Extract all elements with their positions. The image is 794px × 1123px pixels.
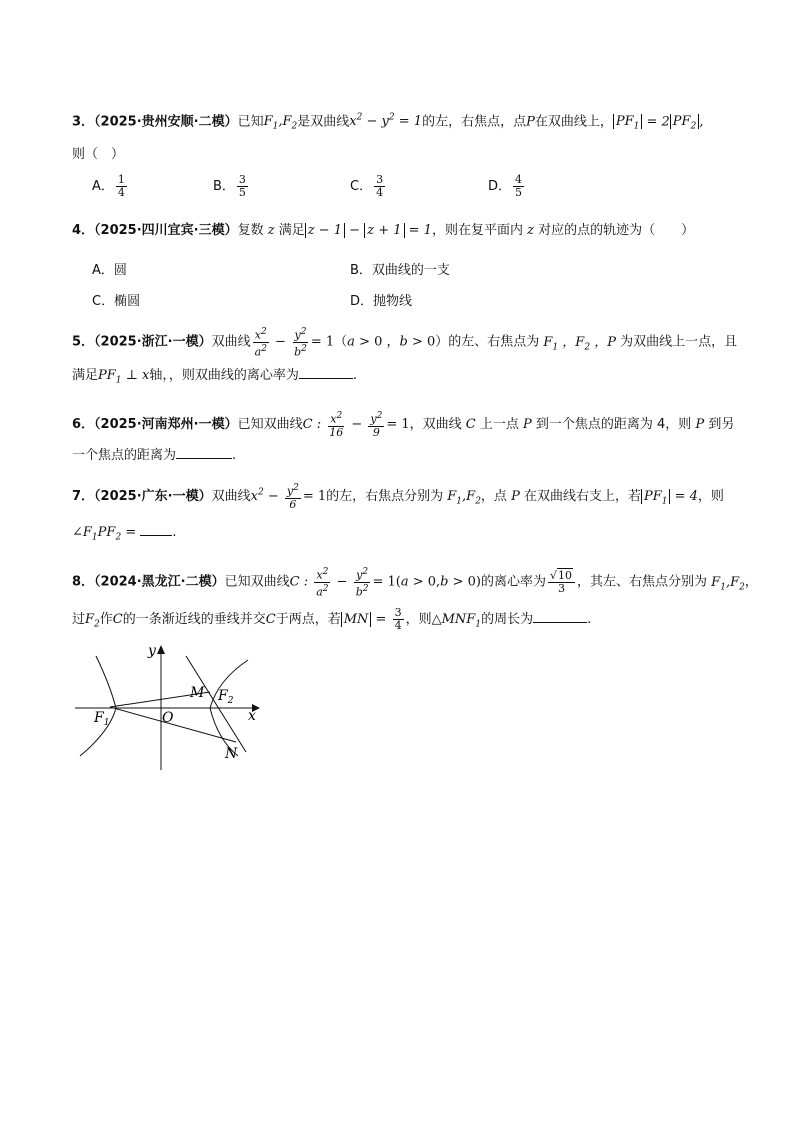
q8-text3: ，其左、右焦点分别为 [577, 574, 708, 590]
q5-line2 [72, 366, 357, 391]
fraction: $\frac{x^2}{a^2}$ [254, 327, 267, 359]
q6-text6: 一个焦点的距离为 [72, 448, 177, 463]
fraction: $\frac{y^2}{6}$ [286, 483, 299, 511]
q5-number: 5． [72, 334, 95, 350]
option-letter: C． [92, 294, 115, 309]
q3-text2: 是双曲线 [297, 114, 350, 130]
q3-option-b[interactable] [213, 174, 250, 199]
q5-text1: 双曲线 [211, 334, 251, 350]
option-letter: C． [350, 179, 373, 194]
fraction: $\frac{x^2}{16}$ [329, 411, 344, 439]
option-letter: A． [92, 179, 114, 194]
q8-text6: 的一条渐近线的垂线并交 [122, 612, 266, 627]
option-letter: D． [488, 179, 512, 194]
q8-text4: 过 [72, 612, 86, 627]
option-letter: B． [350, 263, 372, 278]
q7-text4: 在双曲线右支上，若 [523, 488, 641, 504]
answer-blank[interactable] [176, 446, 232, 459]
q7-text2: 的左，右焦点分别为 [326, 488, 444, 504]
q6-text2: ，双曲线 [409, 416, 462, 432]
q8-line1: 8．（2024·黑龙江·二模）已知双曲线C : $\frac{x^2}{a^2}$ − $\frac{y^2}{b^2}$ = 1(a > 0,b > 0)的离心率为 $\frac{√10}{3}$ ，其左、右焦点分别为 $F_1,F_2$， [72, 567, 758, 599]
q4-line1 [72, 221, 694, 241]
option-letter: B． [213, 179, 235, 194]
q3-foci: $F_1,F_2$ [263, 114, 298, 132]
q4-option-c[interactable] [92, 290, 140, 309]
origin-label: O [162, 710, 174, 726]
q8-text8: ，则 [405, 612, 432, 627]
option-text: 双曲线的一支 [371, 263, 450, 278]
q6-text5: 到另 [708, 416, 735, 432]
q6-line1: 6．（2025·河南郑州·一模）已知双曲线C : $\frac{x^2}{16}$ − $\frac{y^2}{9}$ = 1，双曲线 C 上一点 P 到一个焦点的距离为 4，则 P 到另 [72, 411, 735, 439]
option-letter: A． [92, 263, 114, 278]
q7-number: 7． [72, 488, 95, 504]
q6-text3: 上一点 [479, 416, 519, 432]
q4-condition: z − 1 − z + 1 = 1 [305, 223, 432, 238]
q4-source: （2025·四川宜宾·三模） [94, 223, 238, 238]
q8-text9: 的周长为 [481, 612, 534, 627]
option-letter: D． [350, 294, 374, 309]
q7-line1: 7．（2025·广东·一模）双曲线$x^2$ − $\frac{y^2}{6}$ = 1的左，右焦点分别为 $F_1,F_2$，点 P 在双曲线右支上，若 $PF_1 = 4$，则 [72, 483, 724, 511]
answer-blank[interactable] [140, 523, 172, 536]
q4-text1: 复数 [237, 223, 264, 238]
q5-text3: 为双曲线上一点，且 [620, 334, 738, 350]
m-label: M [190, 685, 205, 701]
q5-end: . [352, 368, 358, 383]
q6-end: . [232, 448, 237, 463]
fraction: $\frac{√10}{3}$ [548, 570, 575, 595]
q5-text4: 满足 [72, 368, 99, 383]
q8-number: 8． [72, 574, 95, 590]
option-text: 抛物线 [373, 294, 413, 309]
fraction: $\frac{3}{5}$ [238, 173, 246, 199]
answer-blank[interactable] [533, 610, 587, 623]
y-label: y [148, 643, 156, 659]
q8-source: （2024·黑龙江·二模） [94, 574, 225, 590]
q4-option-b[interactable] [350, 259, 450, 278]
q4-text4: 对应的点的轨迹为（ ） [538, 223, 695, 238]
q4-option-a[interactable] [92, 259, 127, 278]
q3-text5: 则（ ） [72, 147, 125, 162]
q7-end: . [172, 525, 177, 540]
q6-c: C : [302, 416, 326, 432]
answer-blank[interactable] [299, 366, 353, 379]
q3-text1: 已知 [237, 114, 264, 130]
q7-source: （2025·广东·一模） [94, 488, 212, 504]
q6-source: （2025·河南郑州·一模） [94, 416, 238, 432]
q3-option-c[interactable] [350, 174, 387, 199]
q4-text3: ，则在复平面内 [431, 223, 523, 238]
n-label: N [225, 746, 238, 762]
q5-perp: $PF_1$ ⊥ x [98, 368, 150, 386]
q5-line1: 5．（2025·浙江·一模）双曲线 $\frac{x^2}{a^2}$ − $\frac{y^2}{b^2}$ = 1（a > 0 ，b > 0）的左、右焦点为 $F_1$ ，$F_2$ ，P 为双曲线上一点，且 [72, 327, 738, 359]
q4-var-z: z [263, 223, 279, 238]
fraction: $\frac{4}{5}$ [515, 173, 523, 199]
q8-text7: 于两点，若 [275, 612, 341, 627]
q8-text1: 已知双曲线 [224, 574, 290, 590]
option-text: 椭圆 [114, 294, 141, 309]
line-mn [186, 656, 246, 752]
q3-number: 3． [72, 114, 95, 130]
q5-foci: $F_1$ ，$F_2$ ，P [539, 334, 621, 353]
hyperbola-figure [70, 640, 270, 774]
q3-text4: 在双曲线上， [534, 114, 613, 130]
q3-option-a[interactable] [92, 174, 129, 199]
fraction: $\frac{3}{4}$ [376, 173, 384, 199]
q3-line1 [72, 108, 703, 137]
q7-line2 [72, 523, 177, 548]
q4-text2: 满足 [278, 223, 305, 238]
q6-text1: 已知双曲线 [237, 416, 303, 432]
q7-text3: ，点 [480, 488, 507, 504]
q6-number: 6． [72, 416, 95, 432]
fraction: $\frac{1}{4}$ [117, 173, 125, 199]
q3-point-p: P [526, 114, 535, 130]
fraction: $\frac{y^2}{b^2}$ [355, 567, 369, 599]
hyperbola-left-branch [80, 656, 116, 756]
q6-text4: 到一个焦点的距离为 4，则 [535, 416, 692, 432]
fraction: $\frac{3}{4}$ [394, 606, 402, 632]
q7-text5: ，则 [697, 488, 724, 504]
f1-label: $F_1$ [94, 710, 110, 728]
q8-line2: 过$F_2$作C的一条渐近线的垂线并交C于两点，若 MN = $\frac{3}{4}$ ，则$\triangle MNF_1$的周长为 . [72, 606, 592, 632]
q8-end: . [587, 612, 592, 627]
q3-source: （2025·贵州安顺·二模） [94, 114, 238, 130]
fraction: $\frac{x^2}{a^2}$ [316, 567, 329, 599]
q5-text2: 的左、右焦点为 [448, 334, 540, 350]
q4-option-d[interactable] [350, 290, 412, 309]
q7-text1: 双曲线 [211, 488, 251, 504]
q5-source: （2025·浙江·一模） [94, 334, 212, 350]
q3-equation: $x^2 - y^2 = 1$ [349, 113, 423, 130]
y-axis-arrow [157, 645, 165, 654]
f2-label: $F_2$ [218, 688, 234, 706]
fraction: $\frac{y^2}{9}$ [370, 411, 383, 439]
q8-text2: 的离心率为 [481, 574, 547, 590]
q5-equation-rest: = 1（a > 0 ，b > 0） [310, 334, 449, 350]
q4-var-z2: z [522, 223, 539, 238]
fraction: $\frac{y^2}{b^2}$ [294, 327, 307, 359]
q3-text3: 的左，右焦点，点 [422, 114, 527, 130]
q3-option-d[interactable] [488, 174, 526, 199]
q8-text5: 作 [99, 612, 113, 627]
q3-line2 [72, 145, 124, 165]
q3-condition: $PF_1 = 2$ $PF_2$ , [613, 114, 704, 129]
q6-line2 [72, 446, 236, 466]
x-label: x [248, 708, 256, 724]
q7-angle: $\angle F_1PF_2$ = [72, 525, 137, 543]
q4-number: 4． [72, 223, 95, 238]
option-text: 圆 [113, 263, 127, 278]
q5-text5: 轴，，则双曲线的离心率为 [149, 368, 299, 383]
